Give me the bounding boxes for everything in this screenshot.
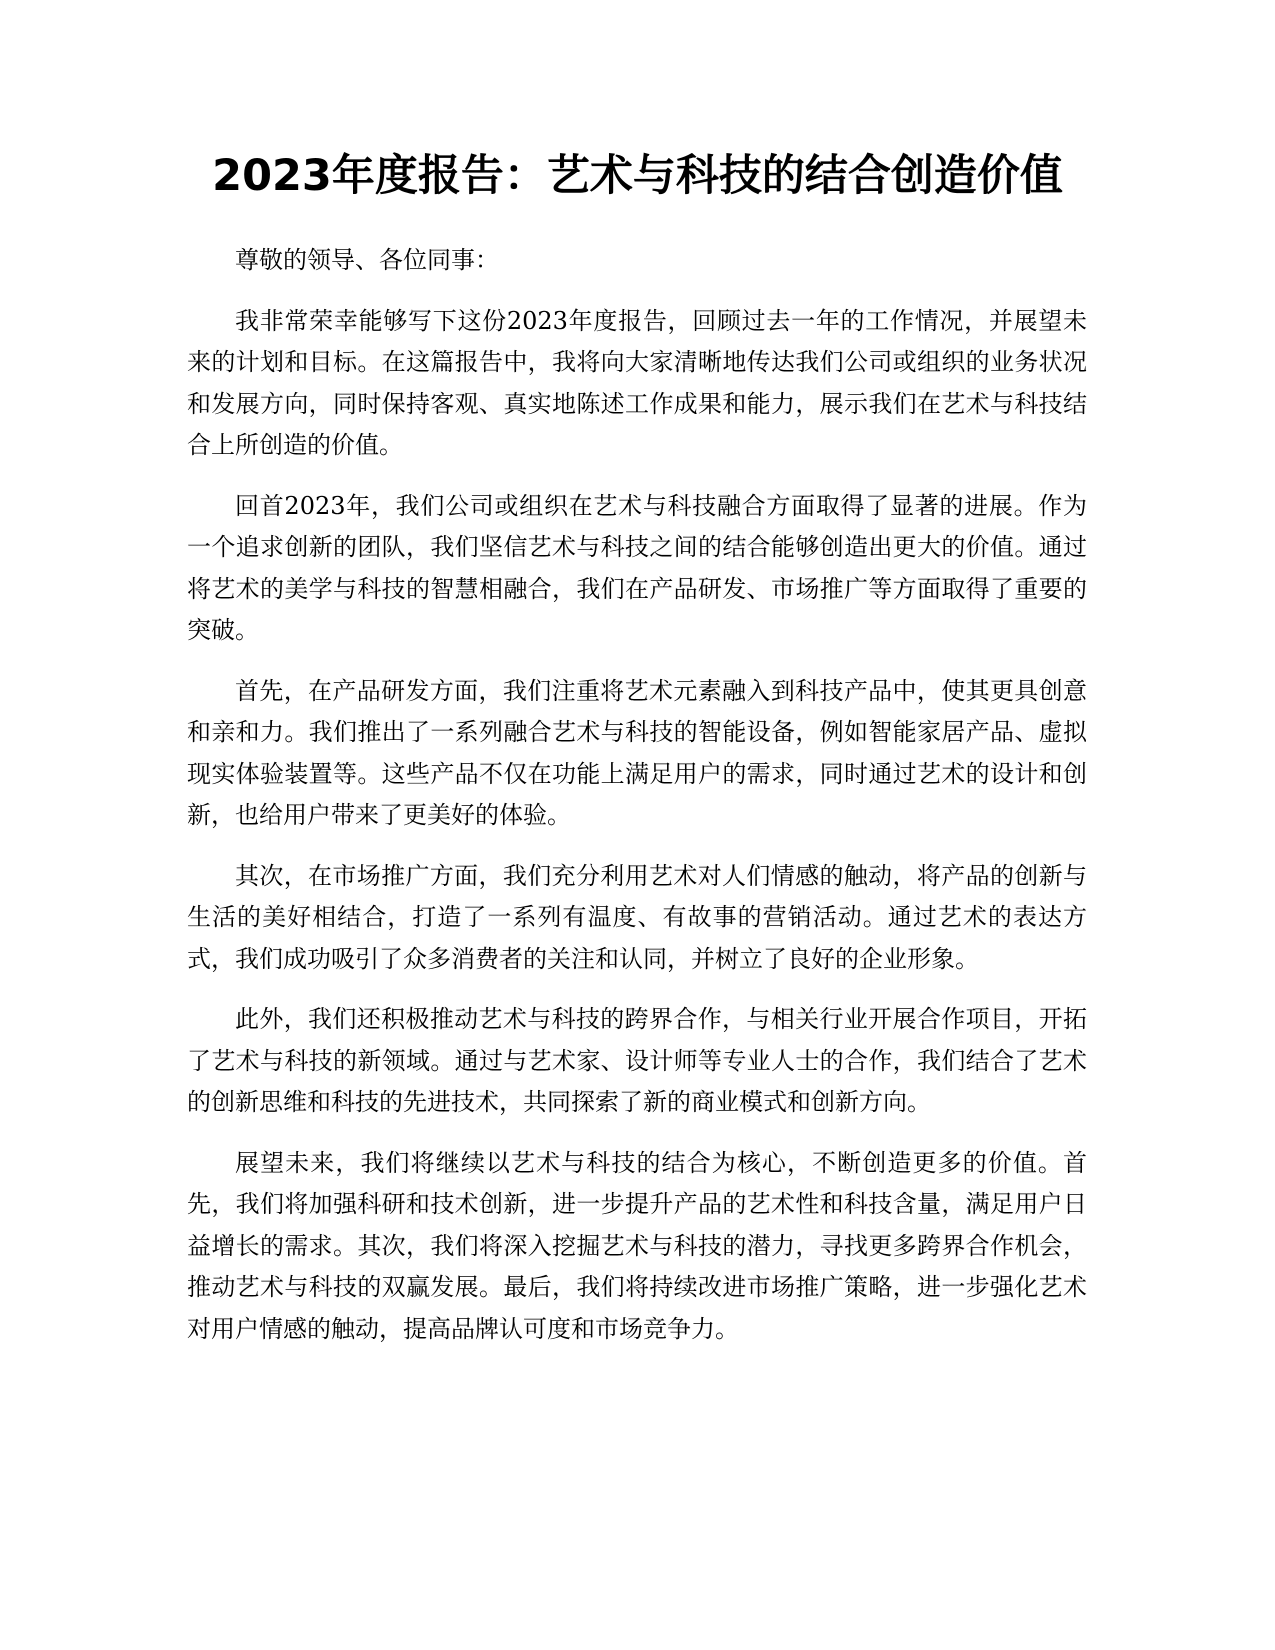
paragraph-intro: 我非常荣幸能够写下这份2023年度报告，回顾过去一年的工作情况，并展望未来的计划和目标。在这篇报告中，我将向大家清晰地传达我们公司或组织的业务状况和发展方向，同时保持客观、真实地陈述工作成果和能力，展示我们在艺术与科技结合上所创造的价值。 bbox=[187, 306, 1087, 459]
paragraph-cooperation: 此外，我们还积极推动艺术与科技的跨界合作，与相关行业开展合作项目，开拓了艺术与科技的新领域。通过与艺术家、设计师等专业人士的合作，我们结合了艺术的创新思维和科技的先进技术，共同探索了新的商业模式和创新方向。 bbox=[187, 1005, 1087, 1116]
document-title: 2023年度报告：艺术与科技的结合创造价值 bbox=[212, 151, 1063, 201]
paragraph-marketing: 其次，在市场推广方面，我们充分利用艺术对人们情感的触动，将产品的创新与生活的美好相结合，打造了一系列有温度、有故事的营销活动。通过艺术的表达方式，我们成功吸引了众多消费者的关注和认同，并树立了良好的企业形象。 bbox=[187, 861, 1087, 973]
paragraph-outlook: 展望未来，我们将继续以艺术与科技的结合为核心，不断创造更多的价值。首先，我们将加强科研和技术创新，进一步提升产品的艺术性和科技含量，满足用户日益增长的需求。其次，我们将深入挖掘艺术与科技的潜力，寻找更多跨界合作机会，推动艺术与科技的双赢发展。最后，我们将持续改进市场推广策略，进一步强化艺术对用户情感的触动，提高品牌认可度和市场竞争力。 bbox=[187, 1148, 1087, 1343]
salutation: 尊敬的领导、各位同事： bbox=[235, 246, 499, 274]
paragraph-product-rd: 首先，在产品研发方面，我们注重将艺术元素融入到科技产品中，使其更具创意和亲和力。我们推出了一系列融合艺术与科技的智能设备，例如智能家居产品、虚拟现实体验装置等。这些产品不仅在功能上满足用户的需求，同时通过艺术的设计和创新，也给用户带来了更美好的体验。 bbox=[187, 676, 1087, 829]
document-body bbox=[187, 240, 1087, 1369]
paragraph-review: 回首2023年，我们公司或组织在艺术与科技融合方面取得了显著的进展。作为一个追求创新的团队，我们坚信艺术与科技之间的结合能够创造出更大的价值。通过将艺术的美学与科技的智慧相融合，我们在产品研发、市场推广等方面取得了重要的突破。 bbox=[187, 491, 1087, 644]
